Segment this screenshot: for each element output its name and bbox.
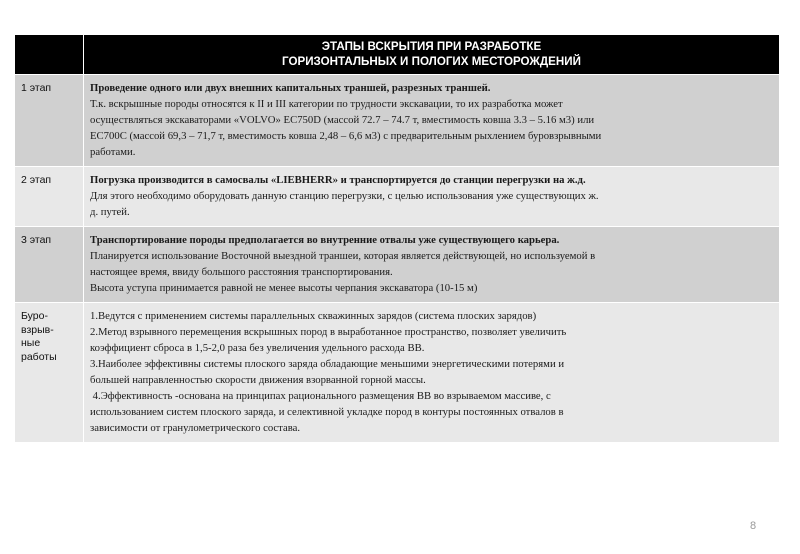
row-text-line: коэффициент сброса в 1,5-2,0 раза без увеличения удельного расхода ВВ. — [90, 342, 425, 354]
table-row — [15, 167, 780, 227]
row-label — [15, 303, 84, 443]
table-row — [15, 303, 780, 443]
row-lead: Транспортирование породы предполагается во внутренние отвалы уже существующего карьера. — [90, 234, 560, 246]
row-text-line: работами. — [90, 146, 136, 158]
row-label: 1 этап — [15, 75, 84, 167]
row-text-line: Высота уступа принимается равной не менее высоты черпания экскаватора (10-15 м) — [90, 282, 478, 294]
row-text-line: 2.Метод взрывного перемещения вскрышных пород в выработанное пространство, позволяет увеличить — [90, 326, 567, 338]
row-lead: Погрузка производится в самосвалы «LIEBHERR» и транспортируется до станции перегрузки на ж.д. — [90, 174, 586, 186]
title-line: ЭТАПЫ ВСКРЫТИЯ ПРИ РАЗРАБОТКЕ — [321, 40, 542, 53]
row-content — [84, 167, 780, 227]
row-content — [84, 227, 780, 303]
row-label: 3 этап — [15, 227, 84, 303]
row-text-line: д. путей. — [90, 206, 130, 218]
row-text-line: использованием систем плоского заряда, и селективной укладке пород в контуры постоянных отвалов в — [90, 406, 564, 418]
row-label: 2 этап — [15, 167, 84, 227]
table-row — [15, 75, 780, 167]
row-text-line: зависимости от гранулометрического состава. — [90, 422, 301, 434]
row-text-line: 4.Эффективность -основана на принципах рационального размещения ВВ во взрываемом массиве, с — [90, 390, 551, 402]
row-text-line: Для этого необходимо оборудовать данную станцию перегрузки, с целью использования уже существующих ж. — [90, 190, 599, 202]
header-title-cell — [84, 35, 780, 75]
row-text-line: большей направленностью скорости движения взорванной горной массы. — [90, 374, 426, 386]
row-text-line: осуществляться экскаваторами «VOLVO» EC750D (массой 72.7 – 74.7 т, вместимость ковша 3.3 – 5.16 м3) или — [90, 114, 595, 126]
table-title — [84, 35, 779, 69]
table-header-row — [15, 35, 780, 75]
row-text-line: EC700C (массой 69,3 – 71,7 т, вместимость ковша 2,48 – 6,6 м3) с предварительным рыхлением буровзрывными — [90, 130, 602, 142]
row-text-line: 3.Наиболее эффективны системы плоского заряда обладающие меньшими энергетическими потерями и — [90, 358, 565, 370]
title-line: ГОРИЗОНТАЛЬНЫХ И ПОЛОГИХ МЕСТОРОЖДЕНИЙ — [282, 54, 581, 68]
header-corner-cell — [15, 35, 84, 75]
row-content — [84, 75, 780, 167]
row-lead: Проведение одного или двух внешних капитальных траншей, разрезных траншей. — [90, 82, 491, 94]
row-label-line: ные — [21, 337, 41, 350]
row-content — [84, 303, 780, 443]
table-row — [15, 227, 780, 303]
row-label-line: Буро- — [21, 310, 48, 322]
row-text-line: настоящее время, ввиду большого расстояния транспортирования. — [90, 266, 393, 278]
row-label-line: взрыв- — [21, 323, 54, 336]
page-number: 8 — [750, 520, 757, 532]
stages-table — [14, 34, 780, 443]
row-label-line: работы — [21, 350, 57, 363]
row-text-line: 1.Ведутся с применением системы параллельных скважинных зарядов (система плоских зарядов) — [90, 310, 537, 322]
row-text-line: Т.к. вскрышные породы относятся к II и III категории по трудности экскавации, то их разработка может — [90, 98, 563, 110]
row-text-line: Планируется использование Восточной выездной траншеи, которая является действующей, но используемой в — [90, 250, 596, 262]
